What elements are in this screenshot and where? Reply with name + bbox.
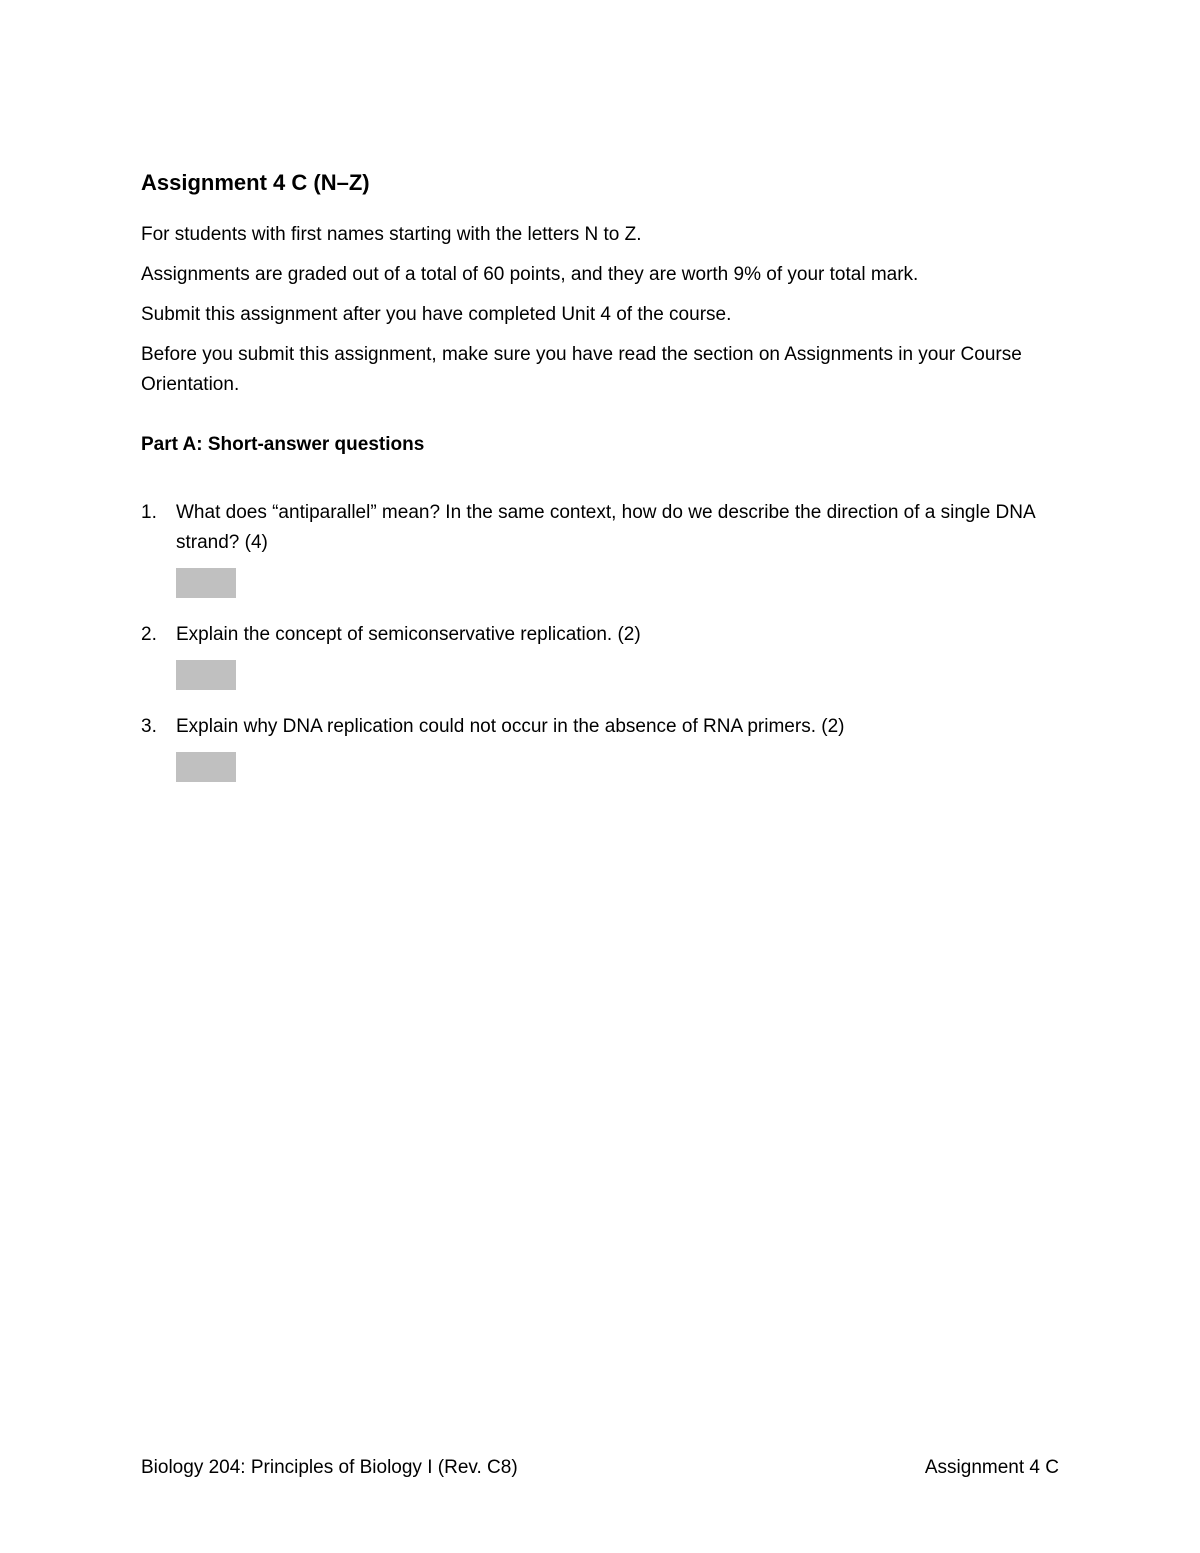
intro-paragraph-submission-timing: Submit this assignment after you have completed Unit 4 of the course. bbox=[141, 304, 732, 325]
answer-field-1[interactable] bbox=[176, 568, 236, 598]
question-number: 1. bbox=[141, 502, 157, 523]
question-item-3 bbox=[141, 712, 1071, 782]
question-text: Explain why DNA replication could not occur in the absence of RNA primers. (2) bbox=[176, 716, 845, 737]
intro-paragraph-orientation: Before you submit this assignment, make sure you have read the section on Assignments in your Course Orientation. bbox=[141, 344, 1022, 395]
question-number: 2. bbox=[141, 624, 157, 645]
intro-paragraph-eligibility: For students with first names starting with the letters N to Z. bbox=[141, 224, 642, 245]
page-footer bbox=[141, 1453, 1059, 1483]
answer-field-3[interactable] bbox=[176, 752, 236, 782]
section-heading-part-a: Part A: Short-answer questions bbox=[141, 434, 425, 455]
question-list bbox=[141, 498, 1071, 782]
question-number: 3. bbox=[141, 716, 157, 737]
intro-paragraph-grading: Assignments are graded out of a total of 60 points, and they are worth 9% of your total mark. bbox=[141, 264, 919, 285]
answer-field-2[interactable] bbox=[176, 660, 236, 690]
question-text: What does “antiparallel” mean? In the same context, how do we describe the direction of a single DNA strand? (4) bbox=[176, 502, 1035, 553]
footer-course-title: Biology 204: Principles of Biology I (Rev. C8) bbox=[141, 1457, 518, 1478]
question-item-1 bbox=[141, 498, 1071, 598]
document-body bbox=[141, 168, 1071, 804]
question-text: Explain the concept of semiconservative replication. (2) bbox=[176, 624, 641, 645]
page-title: Assignment 4 C (N–Z) bbox=[141, 170, 370, 195]
footer-assignment-label: Assignment 4 C bbox=[924, 1457, 1059, 1478]
question-item-2 bbox=[141, 620, 1071, 690]
